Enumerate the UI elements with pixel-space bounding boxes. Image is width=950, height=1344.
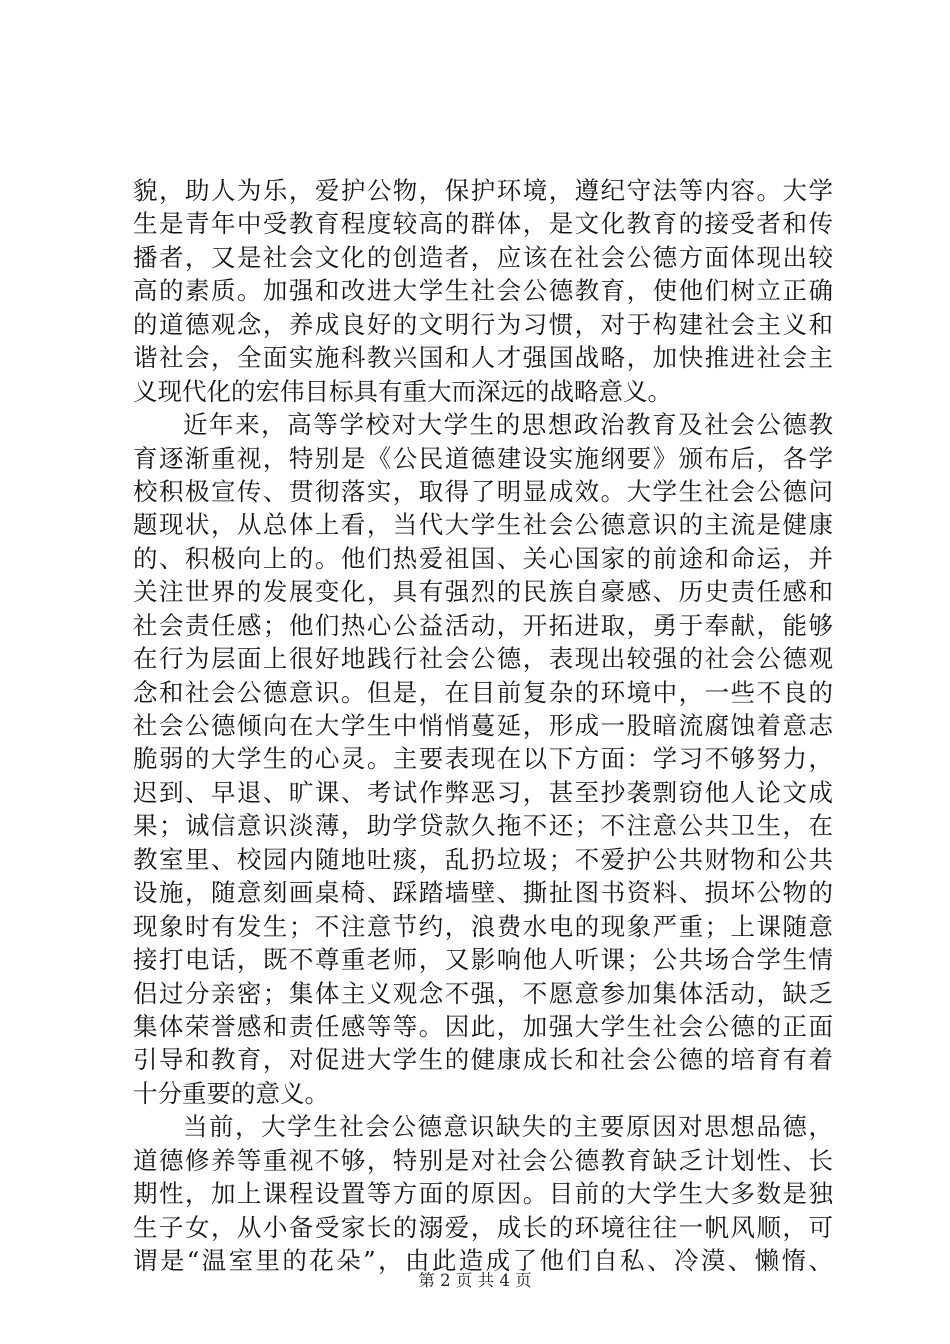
text-line: 侣过分亲密；集体主义观念不强，不愿意参加集体活动，缺乏 [133,978,833,1008]
paragraph-start-line: 近年来，高等学校对大学生的思想政治教育及社会公德教 [183,410,833,440]
text-line: 高的素质。加强和改进大学生社会公德教育，使他们树立正确 [133,276,833,306]
text-line: 集体荣誉感和责任感等等。因此，加强大学生社会公德的正面 [133,1011,833,1041]
text-line: 关注世界的发展变化，具有强烈的民族自豪感、历史责任感和 [133,577,833,607]
text-line: 播者，又是社会文化的创造者，应该在社会公德方面体现出较 [133,242,833,272]
text-line: 教室里、校园内随地吐痰，乱扔垃圾；不爱护公共财物和公共 [133,844,833,874]
text-line: 十分重要的意义。 [133,1078,329,1108]
text-line: 题现状，从总体上看，当代大学生社会公德意识的主流是健康 [133,510,833,540]
text-line: 生是青年中受教育程度较高的群体，是文化教育的接受者和传 [133,209,833,239]
text-line: 道德修养等重视不够，特别是对社会公德教育缺乏计划性、长 [133,1145,833,1175]
text-line: 义现代化的宏伟目标具有重大而深远的战略意义。 [133,376,672,406]
text-line: 念和社会公德意识。但是，在目前复杂的环境中，一些不良的 [133,677,833,707]
page-number-footer: 第 2 页 共 4 页 [418,1271,532,1290]
body-text [133,174,833,1277]
text-line: 果；诚信意识淡薄，助学贷款久拖不还；不注意公共卫生，在 [133,811,833,841]
paragraph-start-line: 当前，大学生社会公德意识缺失的主要原因对思想品德， [183,1112,833,1142]
text-line: 社会责任感；他们热心公益活动，开拓进取，勇于奉献，能够 [133,610,833,640]
text-line: 设施，随意刻画桌椅、踩踏墙壁、撕扯图书资料、损坏公物的 [133,878,833,908]
text-line: 期性，加上课程设置等方面的原因。目前的大学生大多数是独 [133,1179,833,1209]
text-line: 的道德观念，养成良好的文明行为习惯，对于构建社会主义和 [133,309,833,339]
text-line: 谐社会，全面实施科教兴国和人才强国战略，加快推进社会主 [133,343,833,373]
text-line: 现象时有发生；不注意节约，浪费水电的现象严重；上课随意 [133,911,833,941]
text-line: 的、积极向上的。他们热爱祖国、关心国家的前途和命运，并 [133,543,833,573]
text-line: 育逐渐重视，特别是《公民道德建设实施纲要》颁布后，各学 [133,443,833,473]
text-line: 谓是“温室里的花朵”，由此造成了他们自私、冷漠、懒惰、 [133,1246,833,1275]
text-line: 在行为层面上很好地践行社会公德，表现出较强的社会公德观 [133,644,833,674]
text-line: 引导和教育，对促进大学生的健康成长和社会公德的培育有着 [133,1045,833,1075]
text-line: 貌，助人为乐，爱护公物，保护环境，遵纪守法等内容。大学 [133,176,833,205]
text-line: 迟到、早退、旷课、考试作弊恶习，甚至抄袭剽窃他人论文成 [133,777,833,807]
text-line: 社会公德倾向在大学生中悄悄蔓延，形成一股暗流腐蚀着意志 [133,711,833,740]
text-line: 接打电话，既不尊重老师，又影响他人听课；公共场合学生情 [133,945,833,975]
text-line: 生子女，从小备受家长的溺爱，成长的环境往往一帆风顺，可 [133,1212,833,1242]
text-line: 脆弱的大学生的心灵。主要表现在以下方面：学习不够努力， [133,744,833,774]
text-line: 校积极宣传、贯彻落实，取得了明显成效。大学生社会公德问 [133,476,833,506]
